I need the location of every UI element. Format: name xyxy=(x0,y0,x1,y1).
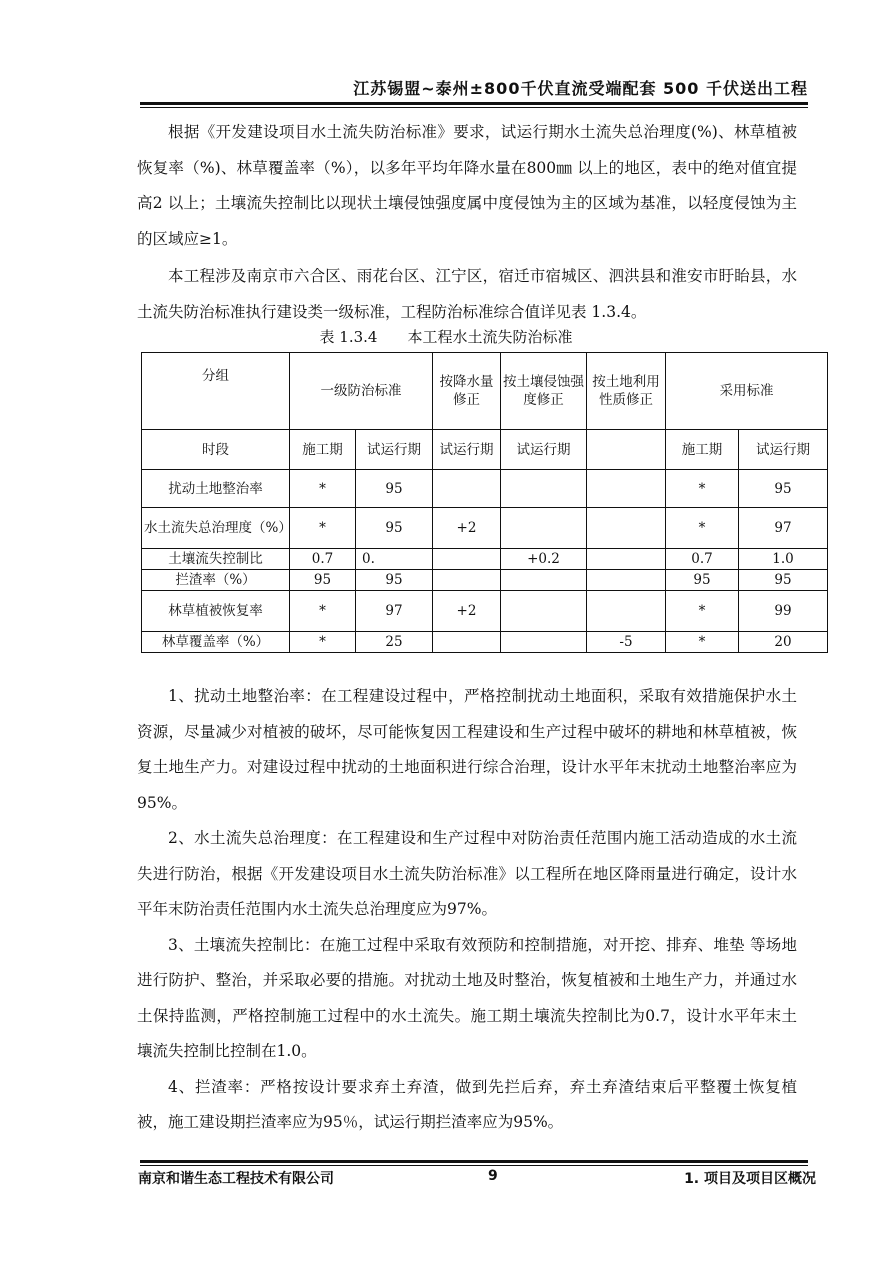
row-label: 拦渣率（%） xyxy=(142,570,290,591)
table-cell: * xyxy=(666,470,739,508)
header-cell: 按降水量修正 xyxy=(433,353,501,430)
paragraph: 3、土壤流失控制比：在施工过程中采取有效预防和控制措施，对开挖、排弃、堆垫 等场地进行防护、整治，并采取必要的措施。对扰动土地及时整治，恢复植被和土地生产力，并通过水土保持监测，严格控制施工过程中的水土流失。施工期土壤流失控制比为0.7，设计水平年末土壤流失控制比控制在1.0。 xyxy=(137,935,797,1060)
header-cell: 分组 xyxy=(142,353,290,430)
table-row xyxy=(142,632,828,653)
table-cell: 1.0 xyxy=(739,549,828,570)
page-number: 9 xyxy=(488,1168,498,1184)
table-row xyxy=(142,570,828,591)
table-cell xyxy=(501,508,587,549)
footer-bar xyxy=(138,1168,818,1188)
table-cell: * xyxy=(290,591,356,632)
table-cell: * xyxy=(666,591,739,632)
table-subheader-row xyxy=(142,430,828,470)
table-cell: 95 xyxy=(356,470,433,508)
definitions-section xyxy=(137,679,797,1141)
table-cell: +2 xyxy=(433,508,501,549)
table-cell: 97 xyxy=(739,508,828,549)
header-cell: 施工期 xyxy=(290,430,356,470)
table-cell: 95 xyxy=(290,570,356,591)
table-cell xyxy=(501,470,587,508)
table-cell: 95 xyxy=(666,570,739,591)
table-cell: 95 xyxy=(739,470,828,508)
table-row xyxy=(142,470,828,508)
table-caption: 表 1.3.4 本工程水土流失防治标准 xyxy=(319,328,573,346)
table-cell xyxy=(587,549,666,570)
table-cell: * xyxy=(290,632,356,653)
header-cell: 按土壤侵蚀强度修正 xyxy=(501,353,587,430)
table-cell: -5 xyxy=(587,632,666,653)
header-cell: 一级防治标准 xyxy=(290,353,433,430)
table-cell: 25 xyxy=(356,632,433,653)
table-cell xyxy=(433,549,501,570)
footer-rule-thin xyxy=(140,1165,808,1166)
paragraph: 根据《开发建设项目水土流失防治标准》要求，试运行期水土流失总治理度(%)、林草植被恢复率（%)、林草覆盖率（%），以多年平均年降水量在800㎜ 以上的地区，表中的绝对值宜提高2 以上；土壤流失控制比以现状土壤侵蚀强度属中度侵蚀为主的区域为基准，以轻度侵蚀为主的区域应≥1。 xyxy=(137,123,797,248)
header-cell: 试运行期 xyxy=(501,430,587,470)
table-cell xyxy=(587,591,666,632)
table-cell xyxy=(587,508,666,549)
header-cell: 试运行期 xyxy=(433,430,501,470)
table-cell: * xyxy=(290,508,356,549)
header-cell: 施工期 xyxy=(666,430,739,470)
table-cell xyxy=(433,632,501,653)
row-label: 林草植被恢复率 xyxy=(142,591,290,632)
table-cell xyxy=(433,570,501,591)
document-title: 江苏锡盟~泰州±800千伏直流受端配套 500 千伏送出工程 xyxy=(353,79,808,98)
footer-section: 1. 项目及项目区概况 xyxy=(684,1171,816,1187)
footer-company: 南京和谐生态工程技术有限公司 xyxy=(138,1171,334,1187)
table-cell: * xyxy=(666,632,739,653)
paragraph: 4、拦渣率：严格按设计要求弃土弃渣，做到先拦后弃，弃土弃渣结束后平整覆土恢复植被，施工建设期拦渣率应为95％，试运行期拦渣率应为95%。 xyxy=(137,1077,797,1131)
table-cell: 99 xyxy=(739,591,828,632)
standards-table xyxy=(141,352,828,653)
table-row xyxy=(142,591,828,632)
table-cell: 95 xyxy=(356,508,433,549)
table-cell: 0. xyxy=(356,549,433,570)
footer-rule xyxy=(140,1160,808,1163)
table-cell: 0.7 xyxy=(290,549,356,570)
header-cell: 按土地利用性质修正 xyxy=(587,353,666,430)
table-row xyxy=(142,508,828,549)
header-rule xyxy=(140,102,808,105)
table-cell xyxy=(501,632,587,653)
header-cell: 采用标准 xyxy=(666,353,828,430)
table-cell: 20 xyxy=(739,632,828,653)
table-header-row xyxy=(142,353,828,430)
row-label: 林草覆盖率（%） xyxy=(142,632,290,653)
row-label: 扰动土地整治率 xyxy=(142,470,290,508)
table-cell: * xyxy=(666,508,739,549)
table-cell xyxy=(501,591,587,632)
paragraph: 本工程涉及南京市六合区、雨花台区、江宁区，宿迁市宿城区、泗洪县和淮安市盱眙县，水土流失防治标准执行建设类一级标准，工程防治标准综合值详见表 1.3.4。 xyxy=(137,267,797,321)
table-row xyxy=(142,549,828,570)
header-rule-thin xyxy=(140,107,808,108)
row-label: 土壤流失控制比 xyxy=(142,549,290,570)
table-cell: 0.7 xyxy=(666,549,739,570)
intro-section xyxy=(137,115,797,330)
row-label: 水土流失总治理度（%） xyxy=(142,508,290,549)
table-cell: 95 xyxy=(739,570,828,591)
table-cell: 95 xyxy=(356,570,433,591)
table-cell xyxy=(587,570,666,591)
header-cell xyxy=(587,430,666,470)
table-cell xyxy=(587,470,666,508)
table-cell: +0.2 xyxy=(501,549,587,570)
paragraph: 1、扰动土地整治率：在工程建设过程中，严格控制扰动土地面积，采取有效措施保护水土资源，尽量减少对植被的破坏，尽可能恢复因工程建设和生产过程中破坏的耕地和林草植被，恢复土地生产力。对建设过程中扰动的土地面积进行综合治理，设计水平年末扰动土地整治率应为95%。 xyxy=(137,687,797,812)
table-cell xyxy=(501,570,587,591)
table-cell xyxy=(433,470,501,508)
header-cell: 时段 xyxy=(142,430,290,470)
table-cell: * xyxy=(290,470,356,508)
table-cell: 97 xyxy=(356,591,433,632)
header-cell: 试运行期 xyxy=(356,430,433,470)
table-cell: +2 xyxy=(433,591,501,632)
header-cell: 试运行期 xyxy=(739,430,828,470)
paragraph: 2、水土流失总治理度：在工程建设和生产过程中对防治责任范围内施工活动造成的水土流失进行防治，根据《开发建设项目水土流失防治标准》以工程所在地区降雨量进行确定，设计水平年末防治责任范围内水土流失总治理度应为97%。 xyxy=(137,829,797,918)
